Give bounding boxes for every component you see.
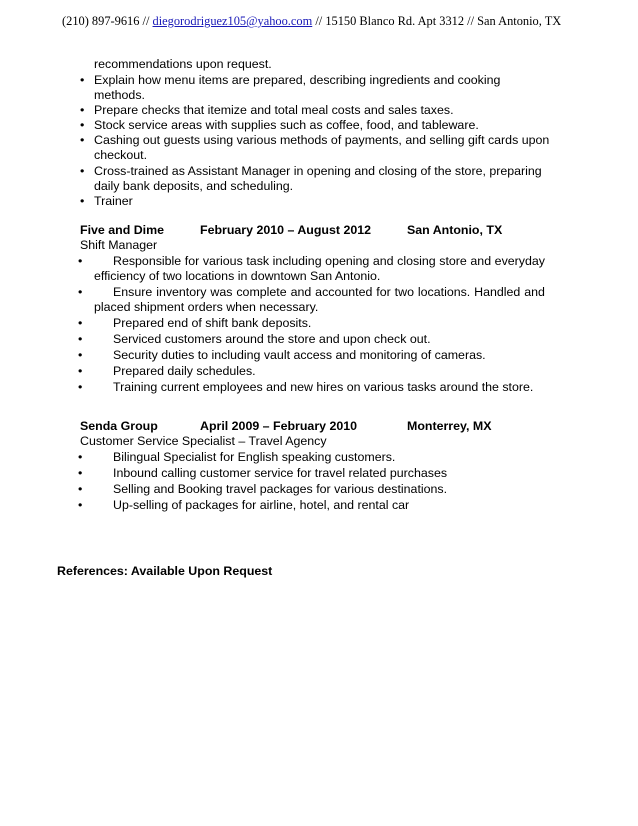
job-dates: February 2010 – August 2012 <box>200 223 372 237</box>
bullet-word: closing <box>397 254 436 268</box>
bullet-word: accounted <box>315 285 373 299</box>
bullet-marker: • <box>78 254 83 268</box>
bullet-marker: • <box>80 73 85 87</box>
job-dates: April 2009 – February 2010 <box>200 419 358 433</box>
bullet-text: daily bank deposits, and scheduling. <box>94 179 294 193</box>
bullet-continued: recommendations upon request. <box>94 57 272 71</box>
bullet-text: Cross-trained as Assistant Manager in opening and closing of the store, preparing <box>94 164 542 178</box>
bullet-word: opening <box>325 254 370 268</box>
bullet-text: Security duties to including vault access and monitoring of cameras. <box>113 348 486 362</box>
bullet-word: inventory <box>156 285 207 299</box>
bullet-marker: • <box>80 164 85 178</box>
bullet-text: Cashing out guests using various methods of payments, and selling gift cards upon <box>94 133 550 147</box>
phone-number: (210) 897-9616 // <box>62 14 150 28</box>
contact-header <box>62 14 622 29</box>
bullet-word: Ensure <box>113 285 153 299</box>
bullet-word: and <box>524 285 545 299</box>
bullet-marker: • <box>80 103 85 117</box>
bullet-word: locations. <box>417 285 471 299</box>
bullet-text: Prepared end of shift bank deposits. <box>113 316 312 330</box>
bullet-text: Trainer <box>94 194 133 208</box>
references-line: References: Available Upon Request <box>57 564 273 578</box>
bullet-marker: • <box>78 364 83 378</box>
bullet-word: Handled <box>474 285 521 299</box>
bullet-word: Responsible <box>113 254 182 268</box>
bullet-marker: • <box>78 316 83 330</box>
bullet-marker: • <box>78 380 83 394</box>
bullet-text: placed shipment orders when necessary. <box>94 300 319 314</box>
bullet-word: everyday <box>494 254 545 268</box>
bullet-word: and <box>290 285 312 299</box>
bullet-marker: • <box>78 348 83 362</box>
bullet-word: and <box>470 254 492 268</box>
bullet-marker: • <box>78 450 83 464</box>
bullet-marker: • <box>80 118 85 132</box>
bullet-word: two <box>394 285 414 299</box>
bullet-marker: • <box>80 194 85 208</box>
bullet-marker: • <box>78 466 83 480</box>
address: // 15150 Blanco Rd. Apt 3312 // San Antonio, TX <box>315 14 562 28</box>
job-title: Customer Service Specialist – Travel Agency <box>80 434 327 448</box>
bullet-word: for <box>184 254 200 268</box>
bullet-text-justified <box>113 285 545 300</box>
bullet-text: Bilingual Specialist for English speaking customers. <box>113 450 396 464</box>
bullet-word: store <box>439 254 467 268</box>
bullet-text: Prepare checks that itemize and total meal costs and sales taxes. <box>94 103 454 117</box>
bullet-word: and <box>372 254 394 268</box>
bullet-marker: • <box>78 498 83 512</box>
bullet-word: for <box>376 285 391 299</box>
bullet-text: Stock service areas with supplies such as coffee, food, and tableware. <box>94 118 479 132</box>
bullet-text: Up-selling of packages for airline, hotel, and rental car <box>113 498 410 512</box>
job-title: Shift Manager <box>80 238 158 252</box>
bullet-text: Explain how menu items are prepared, describing ingredients and cooking <box>94 73 501 87</box>
email-link[interactable]: diegorodriguez105@yahoo.com <box>152 14 313 28</box>
bullet-text: efficiency of two locations in downtown San Antonio. <box>94 269 381 283</box>
bullet-word: various <box>202 254 243 268</box>
bullet-word: complete <box>236 285 287 299</box>
bullet-word: task <box>246 254 270 268</box>
bullet-text: Training current employees and new hires on various tasks around the store. <box>113 380 534 394</box>
bullet-text: Inbound calling customer service for travel related purchases <box>113 466 448 480</box>
company-name: Senda Group <box>80 419 158 433</box>
bullet-text: checkout. <box>94 148 148 162</box>
bullet-marker: • <box>80 133 85 147</box>
bullet-text-justified <box>113 254 545 269</box>
bullet-marker: • <box>78 482 83 496</box>
job-location: Monterrey, MX <box>407 419 492 433</box>
bullet-text: Prepared daily schedules. <box>113 364 256 378</box>
bullet-text: Serviced customers around the store and upon check out. <box>113 332 431 346</box>
bullet-marker: • <box>78 332 83 346</box>
bullet-marker: • <box>78 285 83 299</box>
bullet-word: including <box>272 254 322 268</box>
bullet-word: was <box>210 285 233 299</box>
company-name: Five and Dime <box>80 223 165 237</box>
bullet-text: Selling and Booking travel packages for various destinations. <box>113 482 448 496</box>
job-location: San Antonio, TX <box>407 223 503 237</box>
bullet-text: methods. <box>94 88 145 102</box>
